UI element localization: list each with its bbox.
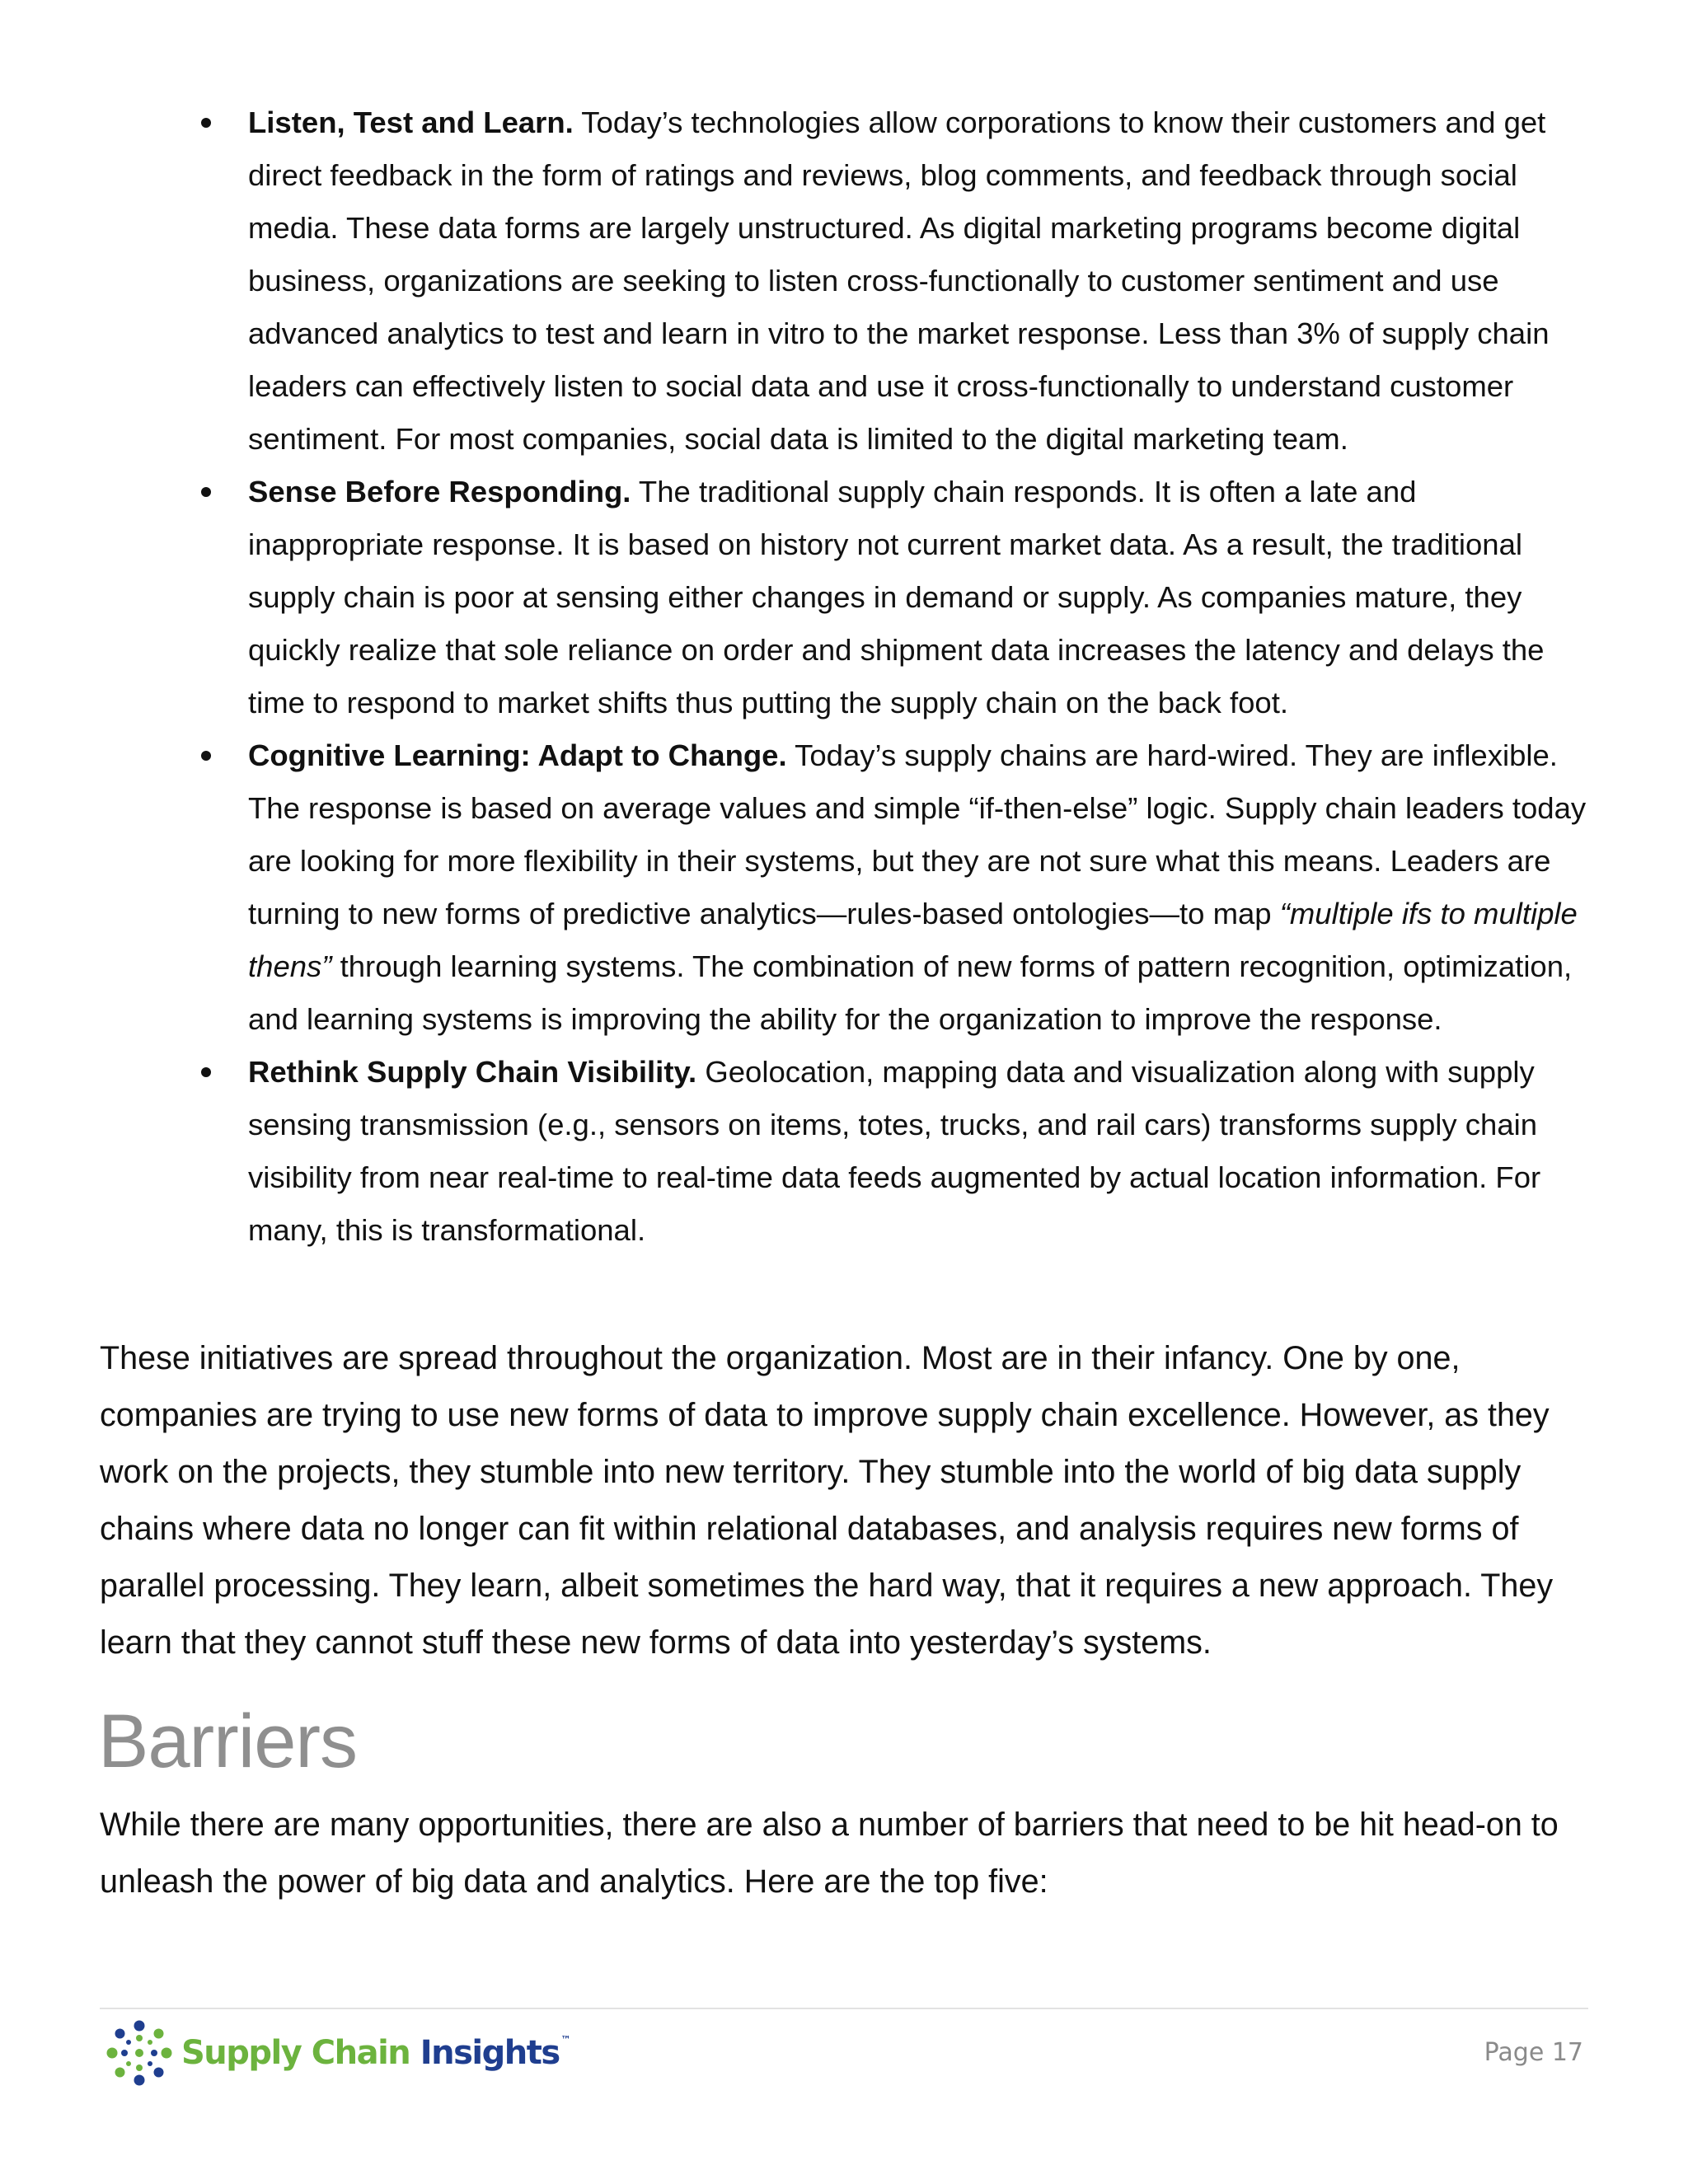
bullet-list [248, 96, 1592, 1257]
bullet-text: Geolocation, mapping data and visualization along with supply sensing transmission (e.g., sensors on items, totes, trucks, and rail cars) transforms supply chain visibility from near real-time to real-time data feeds augmented by actual location information. For many, this is transformational. [248, 1055, 1541, 1247]
bullet-title: Rethink Supply Chain Visibility. [248, 1055, 697, 1089]
initiatives-paragraph: These initiatives are spread throughout the organization. Most are in their infancy. One by one, companies are trying to use new forms of data to improve supply chain excellence. However, as they work on the projects, they stumble into new territory. They stumble into the world of big data supply chains where data no longer can fit within relational databases, and analysis requires new forms of parallel processing. They learn, albeit sometimes the hard way, that it requires a new approach. They learn that they cannot stuff these new forms of data into yesterday’s systems. [100, 1340, 1554, 1661]
logo-wordmark [181, 2034, 571, 2072]
bullet-title: Listen, Test and Learn. [248, 105, 574, 139]
bullet-dot-icon [201, 1067, 211, 1077]
footer-divider [100, 2008, 1588, 2009]
list-item [248, 1046, 1592, 1257]
bullet-title: Sense Before Responding. [248, 475, 631, 509]
bullet-text: Today’s technologies allow corporations to know their customers and get direct feedback in the form of ratings and reviews, blog comments, and feedback through social media. These data forms are largely unstructured. As digital marketing programs become digital business, organizations are seeking to listen cross-functionally to customer sentiment and use advanced analytics to test and learn in vitro to the market response. Less than 3% of supply chain leaders can effectively listen to social data and use it cross-functionally to understand customer sentiment. For most companies, social data is limited to the digital marketing team. [248, 105, 1550, 456]
bullet-dot-icon [201, 487, 211, 497]
bullet-italic-quote: “multiple ifs to multiple thens” [248, 897, 1578, 983]
dots-logo-icon [104, 2018, 175, 2088]
list-item [248, 729, 1592, 1046]
logo-word-insights: Insights [420, 2034, 560, 2072]
section-heading: Barriers [98, 1699, 358, 1783]
bullet-text: The traditional supply chain responds. It is often a late and inappropriate response. It is based on history not current market data. As a result, the traditional supply chain is poor at sensing either changes in demand or supply. As companies mature, they quickly realize that sole reliance on order and shipment data increases the latency and delays the time to respond to market shifts thus putting the supply chain on the back foot. [248, 475, 1545, 719]
logo-trademark: ™ [560, 2034, 571, 2046]
logo-word-supply-chain: Supply Chain [181, 2034, 410, 2072]
list-item [248, 96, 1592, 466]
brand-logo [104, 2016, 571, 2090]
list-item [248, 466, 1592, 729]
bullet-text: Today’s supply chains are hard-wired. They are inflexible. The response is based on average values and simple “if-then-else” logic. Supply chain leaders today are looking for more flexibility in their systems, but they are not sure what this means. Leaders are turning to new forms of predictive analytics—rules-based ontologies—to map [248, 738, 1587, 930]
bullet-dot-icon [201, 751, 211, 761]
page-number: Page 17 [1484, 2038, 1583, 2067]
bullet-dot-icon [201, 118, 211, 128]
bullet-title: Cognitive Learning: Adapt to Change. [248, 738, 787, 772]
barriers-paragraph: While there are many opportunities, there are also a number of barriers that need to be hit head-on to unleash the power of big data and analytics. Here are the top five: [100, 1807, 1559, 1900]
bullet-text: through learning systems. The combination of new forms of pattern recognition, optimization, and learning systems is improving the ability for the organization to improve the response. [248, 949, 1573, 1036]
